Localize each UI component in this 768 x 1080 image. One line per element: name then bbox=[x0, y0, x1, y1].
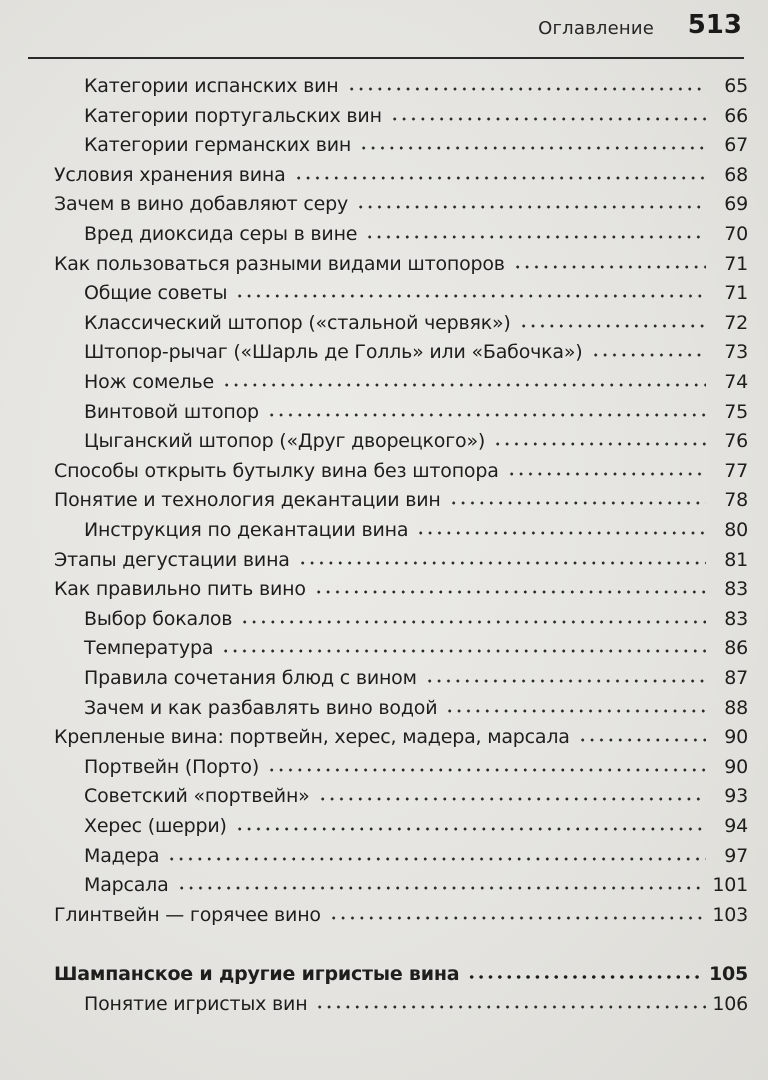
toc-entry-title: Понятие игристых вин bbox=[84, 993, 308, 1015]
toc-entry-page: 88 bbox=[724, 696, 748, 719]
toc-entry bbox=[84, 780, 748, 810]
dot-leader bbox=[222, 366, 706, 388]
dot-leader bbox=[519, 307, 706, 329]
toc-entry-page: 71 bbox=[724, 282, 748, 305]
dot-leader bbox=[329, 899, 706, 921]
toc-entry-page: 75 bbox=[724, 400, 748, 423]
dot-leader bbox=[314, 573, 706, 595]
toc-entry-title: Правила сочетания блюд с вином bbox=[84, 667, 417, 689]
toc-entry bbox=[84, 336, 748, 366]
toc-entry bbox=[54, 899, 748, 929]
dot-leader bbox=[347, 70, 707, 92]
toc-entry-title: Мадера bbox=[84, 844, 160, 867]
toc-entry bbox=[84, 869, 748, 899]
toc-entry-title: Зачем в вино добавляют серу bbox=[54, 193, 349, 216]
toc-entry bbox=[54, 159, 748, 189]
toc-entry-title: Глинтвейн — горячее вино bbox=[54, 903, 321, 926]
toc-entry-title: Как правильно пить вино bbox=[54, 578, 306, 601]
running-header bbox=[28, 8, 742, 52]
dot-leader bbox=[235, 277, 706, 299]
dot-leader bbox=[425, 662, 706, 684]
toc-entry bbox=[84, 603, 748, 633]
toc-entry-page: 69 bbox=[724, 193, 748, 216]
toc-entry-page: 103 bbox=[712, 903, 748, 926]
toc-entry bbox=[84, 692, 748, 722]
dot-leader bbox=[167, 840, 706, 862]
toc-entry-page: 106 bbox=[712, 993, 748, 1015]
toc-entry-title: Как пользоваться разными видами штопоров bbox=[54, 252, 505, 275]
dot-leader bbox=[294, 159, 706, 181]
dot-leader bbox=[221, 632, 706, 654]
dot-leader bbox=[591, 336, 707, 358]
dot-leader bbox=[445, 692, 706, 714]
dot-leader bbox=[513, 248, 706, 270]
toc-entry-title: Винтовой штопор bbox=[84, 400, 259, 423]
toc-entry-title: Крепленые вина: портвейн, херес, мадера, марсала bbox=[54, 726, 570, 749]
toc-entry bbox=[54, 248, 748, 278]
toc-entry-title: Категории португальских вин bbox=[84, 104, 382, 127]
toc-entry-title: Цыганский штопор («Друг дворецкого») bbox=[84, 430, 486, 453]
toc-entry bbox=[54, 188, 748, 218]
dot-leader bbox=[235, 810, 706, 832]
toc-entry bbox=[84, 396, 748, 426]
toc-entry-page: 71 bbox=[724, 252, 748, 275]
dot-leader bbox=[298, 544, 706, 566]
toc-entry-title: Шампанское и другие игристые вина bbox=[54, 963, 460, 986]
toc-entry bbox=[84, 514, 748, 544]
toc-entry bbox=[84, 129, 748, 159]
dot-leader bbox=[315, 988, 706, 1010]
dot-leader bbox=[467, 958, 703, 980]
toc-entry bbox=[84, 218, 748, 248]
toc-entry-page: 81 bbox=[724, 548, 748, 571]
toc-entry-page: 93 bbox=[724, 785, 748, 808]
toc-entry bbox=[84, 840, 748, 870]
toc-entry bbox=[54, 721, 748, 751]
toc-entry bbox=[84, 100, 748, 130]
toc-entry-page: 78 bbox=[724, 489, 748, 512]
toc-entry bbox=[84, 810, 748, 840]
toc-entry-title: Портвейн (Порто) bbox=[84, 755, 260, 778]
toc-entry bbox=[54, 544, 748, 574]
dot-leader bbox=[449, 484, 706, 506]
toc-entry-page: 68 bbox=[724, 163, 748, 186]
toc-entry-title: Нож сомелье bbox=[84, 371, 214, 393]
toc-entry-title: Этапы дегустации вина bbox=[54, 548, 290, 571]
dot-leader bbox=[507, 455, 706, 477]
toc-entry bbox=[54, 455, 748, 485]
toc-entry-title: Советский «портвейн» bbox=[84, 785, 310, 808]
toc-entry-page: 90 bbox=[724, 755, 748, 778]
toc-entry-title: Температура bbox=[84, 637, 214, 660]
toc-entry bbox=[84, 988, 748, 1018]
toc-entry-page: 94 bbox=[724, 815, 748, 837]
dot-leader bbox=[365, 218, 706, 240]
header-rule bbox=[28, 57, 744, 59]
toc-entry-page: 101 bbox=[712, 874, 748, 897]
toc-entry-title: Вред диоксида серы в вине bbox=[84, 223, 358, 245]
dot-leader bbox=[267, 396, 706, 418]
dot-leader bbox=[318, 780, 706, 802]
toc-entry bbox=[84, 70, 748, 100]
dot-leader bbox=[493, 425, 706, 447]
dot-leader bbox=[390, 100, 706, 122]
toc-entry bbox=[54, 484, 748, 514]
toc-entry bbox=[84, 662, 748, 692]
toc-entry-title: Общие советы bbox=[84, 282, 228, 305]
toc-chapter-entry bbox=[54, 958, 748, 988]
toc-entry bbox=[84, 751, 748, 781]
toc-entry bbox=[84, 425, 748, 455]
dot-leader bbox=[267, 751, 706, 773]
toc-entry-page: 105 bbox=[708, 963, 748, 986]
dot-leader bbox=[240, 603, 706, 625]
toc-entry-title: Выбор бокалов bbox=[84, 607, 233, 630]
toc-entry-title: Условия хранения вина bbox=[54, 163, 286, 186]
toc-entry-title: Херес (шерри) bbox=[84, 815, 227, 837]
toc-entry bbox=[84, 277, 748, 307]
dot-leader bbox=[416, 514, 706, 536]
header-page-number: 513 bbox=[687, 10, 742, 40]
toc-entry-title: Категории германских вин bbox=[84, 134, 352, 157]
toc-entry-page: 80 bbox=[724, 519, 748, 541]
toc-entry-page: 83 bbox=[724, 607, 748, 630]
toc-entry-page: 73 bbox=[724, 341, 748, 364]
toc-entry-page: 67 bbox=[724, 134, 748, 157]
toc-entry bbox=[84, 632, 748, 662]
toc-entry-page: 77 bbox=[724, 459, 748, 482]
toc-entry-title: Инструкция по декантации вина bbox=[84, 519, 409, 541]
dot-leader bbox=[177, 869, 706, 891]
dot-leader bbox=[356, 188, 706, 210]
toc-entry-page: 90 bbox=[724, 726, 748, 749]
dot-leader bbox=[359, 129, 706, 151]
toc-entry-title: Категории испанских вин bbox=[84, 75, 339, 97]
toc-entry-page: 86 bbox=[724, 637, 748, 660]
toc-entry-title: Понятие и технология декантации вин bbox=[54, 489, 441, 512]
toc-entry-title: Классический штопор («стальной червяк») bbox=[84, 311, 511, 334]
toc-entry-page: 97 bbox=[724, 844, 748, 867]
toc-entry bbox=[84, 366, 748, 396]
toc-entry bbox=[84, 307, 748, 337]
toc-entry-page: 70 bbox=[724, 223, 748, 245]
toc-entry-page: 66 bbox=[724, 104, 748, 127]
toc-entry-page: 87 bbox=[724, 667, 748, 689]
toc-entry-page: 65 bbox=[724, 75, 748, 97]
toc-entry-page: 74 bbox=[724, 371, 748, 393]
header-section-title: Оглавление bbox=[538, 18, 654, 39]
toc-entry-title: Марсала bbox=[84, 874, 169, 897]
toc-entry-title: Штопор-рычаг («Шарль де Голль» или «Бабочка») bbox=[84, 341, 583, 364]
toc-entry-title: Зачем и как разбавлять вино водой bbox=[84, 696, 438, 719]
toc-entry-page: 83 bbox=[724, 578, 748, 601]
toc-entry bbox=[54, 573, 748, 603]
toc-entry-title: Способы открыть бутылку вина без штопора bbox=[54, 459, 499, 482]
dot-leader bbox=[578, 721, 706, 743]
toc-entry-page: 76 bbox=[724, 430, 748, 453]
toc-entry-page: 72 bbox=[724, 311, 748, 334]
